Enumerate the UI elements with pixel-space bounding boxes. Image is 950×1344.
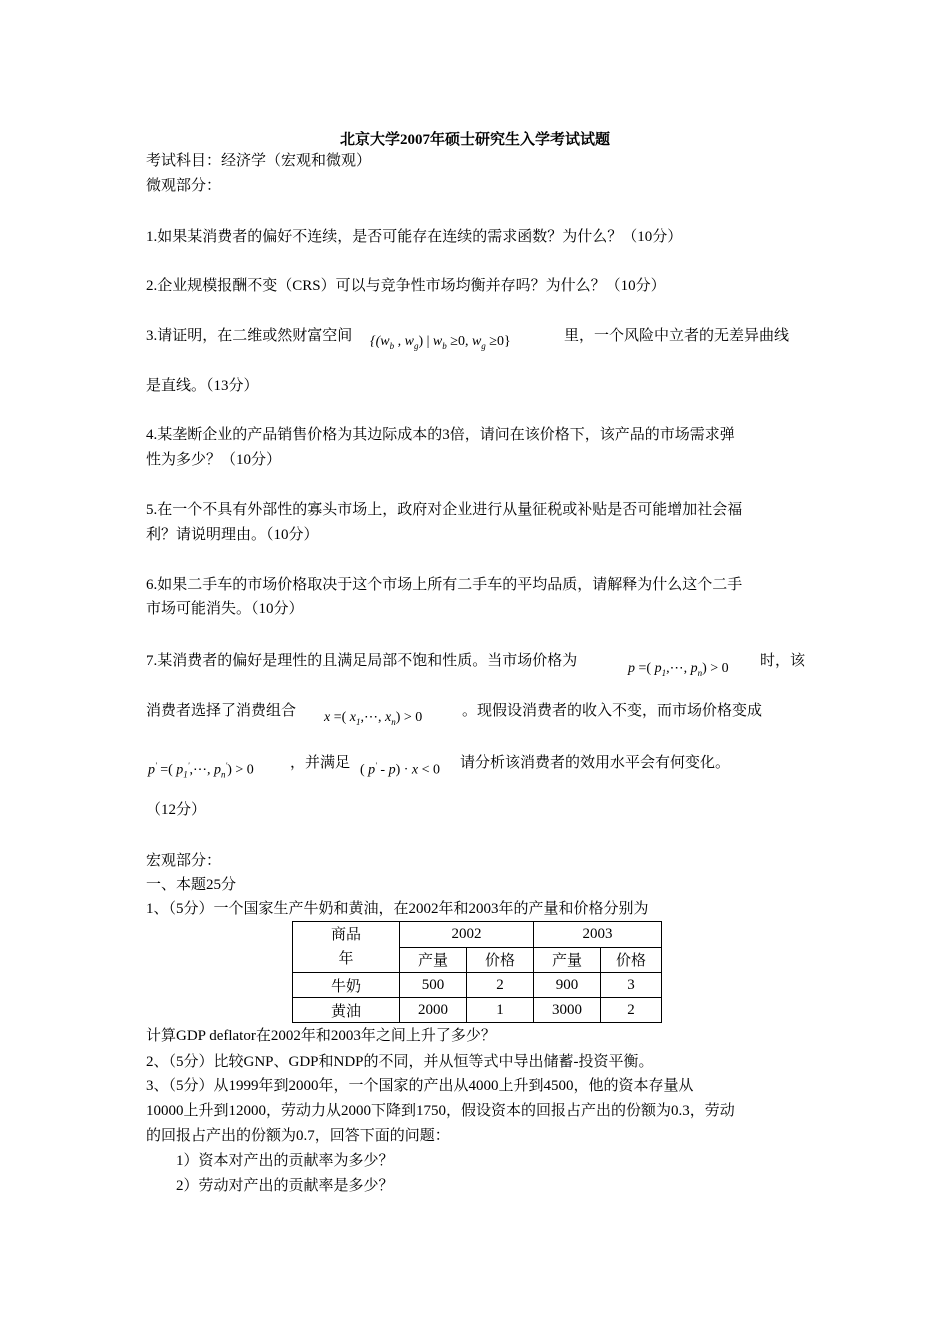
question-3-text-before: 3.请证明，在二维或然财富空间 xyxy=(146,328,353,344)
macro-question-3-line-1: 3、（5分）从1999年到2000年，一个国家的产出从4000上升到4500，他的资本存量从 xyxy=(146,1078,694,1094)
section-1-heading: 一、本题25分 xyxy=(146,877,237,893)
question-7-line-2-before: 消费者选择了消费组合 xyxy=(146,703,297,719)
table-cell: 3 xyxy=(601,973,662,998)
question-5-line-1: 5.在一个不具有外部性的寡头市场上，政府对企业进行从量征税或补贴是否可能增加社会福 xyxy=(146,502,743,518)
table-cell: 2000 xyxy=(400,998,467,1023)
question-7-new-price-formula: p' =( $p_1',\cdots$, $p_n') > 0$ xyxy=(148,761,254,780)
page-title: 北京大学2007年硕士研究生入学考试试题 xyxy=(339,132,610,148)
table-cell: 1 xyxy=(467,998,534,1023)
table-cell: 500 xyxy=(400,973,467,998)
table-col-qty-2002: 产量 xyxy=(400,947,467,973)
question-7-bundle-formula: x =( $x_1,\cdots$, $x_n) > 0$ xyxy=(324,710,423,727)
table-header-row xyxy=(293,922,662,948)
table-cell: 2 xyxy=(467,973,534,998)
macro-heading: 宏观部分： xyxy=(146,853,222,869)
table-col-qty-2003: 产量 xyxy=(534,947,601,973)
question-5-line-2: 利？请说明理由。（10分） xyxy=(146,527,319,543)
table-col-price-2003: 价格 xyxy=(601,947,662,973)
question-7-line-3-mid: ，并满足 xyxy=(290,755,351,771)
macro-question-3-line-3: 的回报占产出的份额为0.7，回答下面的问题： xyxy=(146,1128,450,1144)
question-7-score: （12分） xyxy=(146,802,207,818)
table-cell-name: 黄油 xyxy=(293,998,400,1023)
question-7-text-after: 时，该 xyxy=(760,653,806,669)
question-3-cont: 是直线。（13分） xyxy=(146,378,259,394)
table-corner-bottom: 年 xyxy=(338,951,354,967)
exam-subject: 考试科目：经济学（宏观和微观） xyxy=(146,153,372,169)
question-3-formula: {($w_b$ , $w_g$) | $w_b \ge 0$, $w_g \ge 0$} xyxy=(370,334,511,351)
question-7-price-formula: p =( $p_1,\cdots$, $p_n) > 0$ xyxy=(628,661,729,678)
question-7-condition-formula: ( p' - p) · x < 0 xyxy=(360,761,441,778)
macro-question-2: 2、（5分）比较GNP、GDP和NDP的不同，并从恒等式中导出储蓄-投资平衡。 xyxy=(146,1054,654,1070)
table-cell: 3000 xyxy=(534,998,601,1023)
question-1: 1.如果某消费者的偏好不连续，是否可能存在连续的需求函数？为什么？（10分） xyxy=(146,229,683,245)
table-cell: 900 xyxy=(534,973,601,998)
table-year-2003: 2003 xyxy=(534,922,662,948)
table-cell: 2 xyxy=(601,998,662,1023)
question-4-line-2: 性为多少？（10分） xyxy=(146,452,282,468)
table-row xyxy=(293,998,662,1023)
table-cell-name: 牛奶 xyxy=(293,973,400,998)
table-row xyxy=(293,973,662,998)
table-col-price-2002: 价格 xyxy=(467,947,534,973)
question-3-text-after: 里，一个风险中立者的无差异曲线 xyxy=(564,328,790,344)
question-6-line-1: 6.如果二手车的市场价格取决于这个市场上所有二手车的平均品质，请解释为什么这个二手 xyxy=(146,577,743,593)
macro-question-3-sub-2: 2）劳动对产出的贡献率是多少？ xyxy=(176,1178,394,1194)
price-quantity-table xyxy=(292,921,662,1023)
micro-heading: 微观部分： xyxy=(146,178,222,194)
macro-question-3-sub-1: 1）资本对产出的贡献率为多少？ xyxy=(176,1153,394,1169)
question-7-line-3-after: 请分析该消费者的效用水平会有何变化。 xyxy=(460,755,731,771)
question-4-line-1: 4.某垄断企业的产品销售价格为其边际成本的3倍，请问在该价格下，该产品的市场需求弹 xyxy=(146,427,735,443)
question-7-line-2-after: 。现假设消费者的收入不变，而市场价格变成 xyxy=(462,703,763,719)
question-2: 2.企业规模报酬不变（CRS）可以与竞争性市场均衡并存吗？为什么？（10分） xyxy=(146,278,666,294)
question-7-text-before: 7.某消费者的偏好是理性的且满足局部不饱和性质。当市场价格为 xyxy=(146,653,578,669)
question-6-line-2: 市场可能消失。（10分） xyxy=(146,601,304,617)
table-corner-top: 商品 xyxy=(330,927,361,943)
macro-question-3-line-2: 10000上升到12000，劳动力从2000下降到1750，假设资本的回报占产出的份额为0.3，劳动 xyxy=(146,1103,735,1119)
table-year-2002: 2002 xyxy=(400,922,534,948)
table-corner-cell xyxy=(293,922,400,973)
macro-question-1: 1、（5分）一个国家生产牛奶和黄油，在2002年和2003年的产量和价格分别为 xyxy=(146,901,649,917)
macro-question-1-ask: 计算GDP deflator在2002年和2003年之间上升了多少？ xyxy=(146,1028,496,1044)
